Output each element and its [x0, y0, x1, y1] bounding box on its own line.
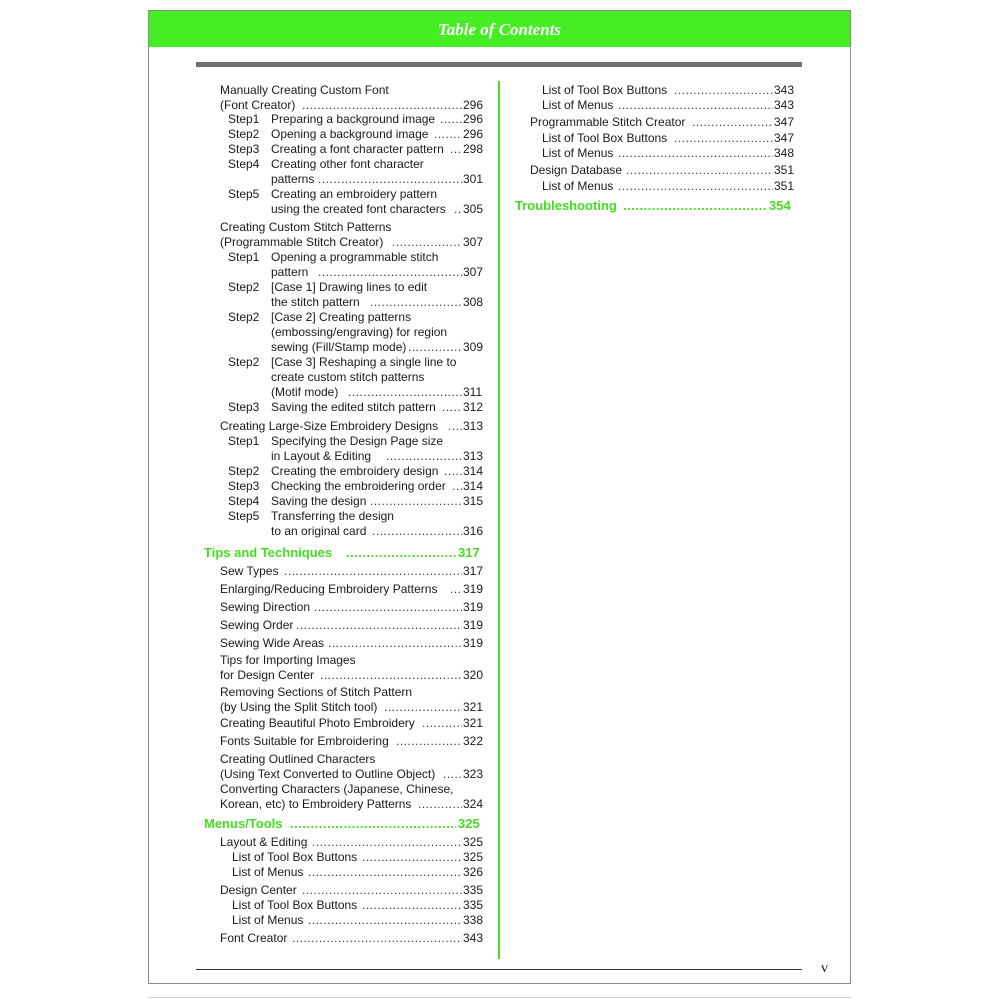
toc-step[interactable]: Step2 [Case 1] Drawing lines to edit the stitch pattern ..... 308 — [228, 280, 485, 310]
toc-step[interactable]: Step4 Creating other font character patterns ..... 301 — [228, 157, 485, 187]
dot-leader — [418, 797, 462, 812]
dot-leader — [454, 202, 462, 217]
toc-entry[interactable]: Sewing Order ..... 319 — [220, 618, 485, 633]
toc-entry-font-creator[interactable]: Manually Creating Custom Font (Font Creator) ..... 296 — [220, 83, 485, 113]
toc-entry[interactable]: Enlarging/Reducing Embroidery Patterns ..... 319 — [220, 582, 485, 597]
toc-entry[interactable]: Layout & Editing ..... 325 — [220, 835, 485, 850]
dot-leader — [370, 494, 462, 509]
toc-subentry[interactable]: List of Menus ..... 351 — [542, 179, 796, 194]
toc-step[interactable]: Step4 Saving the design ..... 315 — [228, 494, 485, 509]
dot-leader — [290, 816, 456, 832]
toc-step[interactable]: Step2 [Case 2] Creating patterns (embossing/engraving) for region sewing (Fill/Stamp mode) ..... 309 — [228, 310, 485, 355]
dot-leader — [674, 83, 773, 98]
toc-entry[interactable]: Removing Sections of Stitch Pattern (by Using the Split Stitch tool) ..... 321 — [220, 685, 485, 715]
dot-leader — [450, 582, 462, 597]
toc-entry-large-designs[interactable]: Creating Large-Size Embroidery Designs ..... 313 — [220, 419, 485, 434]
section-troubleshooting[interactable]: Troubleshooting ..... 354 — [515, 198, 797, 214]
column-divider — [498, 81, 500, 959]
page-number: v — [821, 961, 828, 976]
toc-entry[interactable]: Fonts Suitable for Embroidering ..... 322 — [220, 734, 485, 749]
dot-leader — [292, 931, 462, 946]
dot-leader — [692, 115, 773, 130]
dot-leader — [384, 700, 462, 715]
toc-entry[interactable]: Sewing Wide Areas ..... 319 — [220, 636, 485, 651]
page-title: Table of Contents — [437, 20, 562, 39]
toc-subentry[interactable]: List of Tool Box Buttons ..... 347 — [542, 131, 796, 146]
viewer-bottom-edge — [148, 997, 851, 998]
dot-leader — [623, 198, 767, 214]
dot-leader — [440, 112, 462, 127]
dot-leader — [318, 265, 462, 280]
toc-step[interactable]: Step3 Creating a font character pattern ..... 298 — [228, 142, 485, 157]
dot-leader — [284, 564, 462, 579]
dot-leader — [396, 734, 462, 749]
dot-leader — [328, 636, 462, 651]
toc-entry[interactable]: Converting Characters (Japanese, Chinese, Korean, etc) to Embroidery Patterns ..... 324 — [220, 782, 485, 812]
toc-step[interactable]: Step2 Opening a background image ..... 296 — [228, 127, 485, 142]
dot-leader — [452, 479, 462, 494]
toc-subentry[interactable]: List of Menus ..... 348 — [542, 146, 796, 161]
dot-leader — [308, 865, 462, 880]
header-bar — [149, 11, 850, 47]
dot-leader — [392, 235, 462, 250]
dot-leader — [346, 545, 456, 561]
dot-leader — [372, 524, 462, 539]
dot-leader — [308, 913, 462, 928]
dot-leader — [408, 340, 462, 355]
dot-leader — [312, 835, 462, 850]
dot-leader — [448, 419, 462, 434]
toc-entry[interactable]: Design Center ..... 335 — [220, 883, 485, 898]
toc-step[interactable]: Step2 [Case 3] Reshaping a single line to create custom stitch patterns (Motif mode) ..... 311 — [228, 355, 485, 400]
toc-entry[interactable]: Creating Beautiful Photo Embroidery ..... 321 — [220, 716, 485, 731]
toc-step[interactable]: Step3 Saving the edited stitch pattern ..... 312 — [228, 400, 485, 415]
dot-leader — [444, 464, 462, 479]
toc-step[interactable]: Step1 Preparing a background image ..... 296 — [228, 112, 485, 127]
toc-subentry[interactable]: List of Menus ..... 343 — [542, 98, 796, 113]
dot-leader — [348, 385, 462, 400]
toc-entry[interactable]: Design Database ..... 351 — [530, 163, 796, 178]
dot-leader — [302, 98, 462, 113]
dot-leader — [362, 850, 462, 865]
toc-subentry[interactable]: List of Tool Box Buttons ..... 343 — [542, 83, 796, 98]
dot-leader — [442, 400, 462, 415]
toc-entry[interactable]: Font Creator ..... 343 — [220, 931, 485, 946]
dot-leader — [318, 172, 462, 187]
toc-entry[interactable]: Tips for Importing Images for Design Center ..... 320 — [220, 653, 485, 683]
toc-subentry[interactable]: List of Tool Box Buttons ..... 325 — [232, 850, 485, 865]
dot-leader — [443, 767, 462, 782]
dot-leader — [362, 898, 462, 913]
toc-entry-stitch-creator[interactable]: Creating Custom Stitch Patterns (Programmable Stitch Creator) ..... 307 — [220, 220, 485, 250]
toc-subentry[interactable]: List of Menus ..... 326 — [232, 865, 485, 880]
toc-entry[interactable]: Creating Outlined Characters (Using Text Converted to Outline Object) ..... 323 — [220, 752, 485, 782]
toc-entry[interactable]: Sewing Direction ..... 319 — [220, 600, 485, 615]
toc-subentry[interactable]: List of Tool Box Buttons ..... 335 — [232, 898, 485, 913]
dot-leader — [302, 883, 462, 898]
dot-leader — [618, 146, 773, 161]
dot-leader — [386, 449, 462, 464]
toc-step[interactable]: Step5 Transferring the design to an original card ..... 316 — [228, 509, 485, 539]
dot-leader — [320, 668, 462, 683]
bottom-rule — [196, 969, 802, 970]
top-rule — [196, 62, 802, 67]
toc-step[interactable]: Step5 Creating an embroidery pattern using the created font characters ..... 305 — [228, 187, 485, 217]
dot-leader — [626, 163, 773, 178]
toc-entry[interactable]: Programmable Stitch Creator ..... 347 — [530, 115, 796, 130]
toc-subentry[interactable]: List of Menus ..... 338 — [232, 913, 485, 928]
toc-step[interactable]: Step2 Creating the embroidery design ..... 314 — [228, 464, 485, 479]
dot-leader — [422, 716, 462, 731]
toc-entry[interactable]: Sew Types ..... 317 — [220, 564, 485, 579]
dot-leader — [314, 600, 462, 615]
toc-step[interactable]: Step1 Opening a programmable stitch pattern ..... 307 — [228, 250, 485, 280]
dot-leader — [674, 131, 773, 146]
section-menus-tools[interactable]: Menus/Tools ..... 325 — [204, 816, 486, 832]
toc-step[interactable]: Step3 Checking the embroidering order ..... 314 — [228, 479, 485, 494]
toc-step[interactable]: Step1 Specifying the Design Page size in Layout & Editing ..... 313 — [228, 434, 485, 464]
toc-page — [148, 10, 851, 984]
dot-leader — [618, 179, 773, 194]
dot-leader — [434, 127, 462, 142]
dot-leader — [296, 618, 462, 633]
section-tips-and-techniques[interactable]: Tips and Techniques ..... 317 — [204, 545, 486, 561]
dot-leader — [370, 295, 462, 310]
dot-leader — [618, 98, 773, 113]
dot-leader — [450, 142, 462, 157]
